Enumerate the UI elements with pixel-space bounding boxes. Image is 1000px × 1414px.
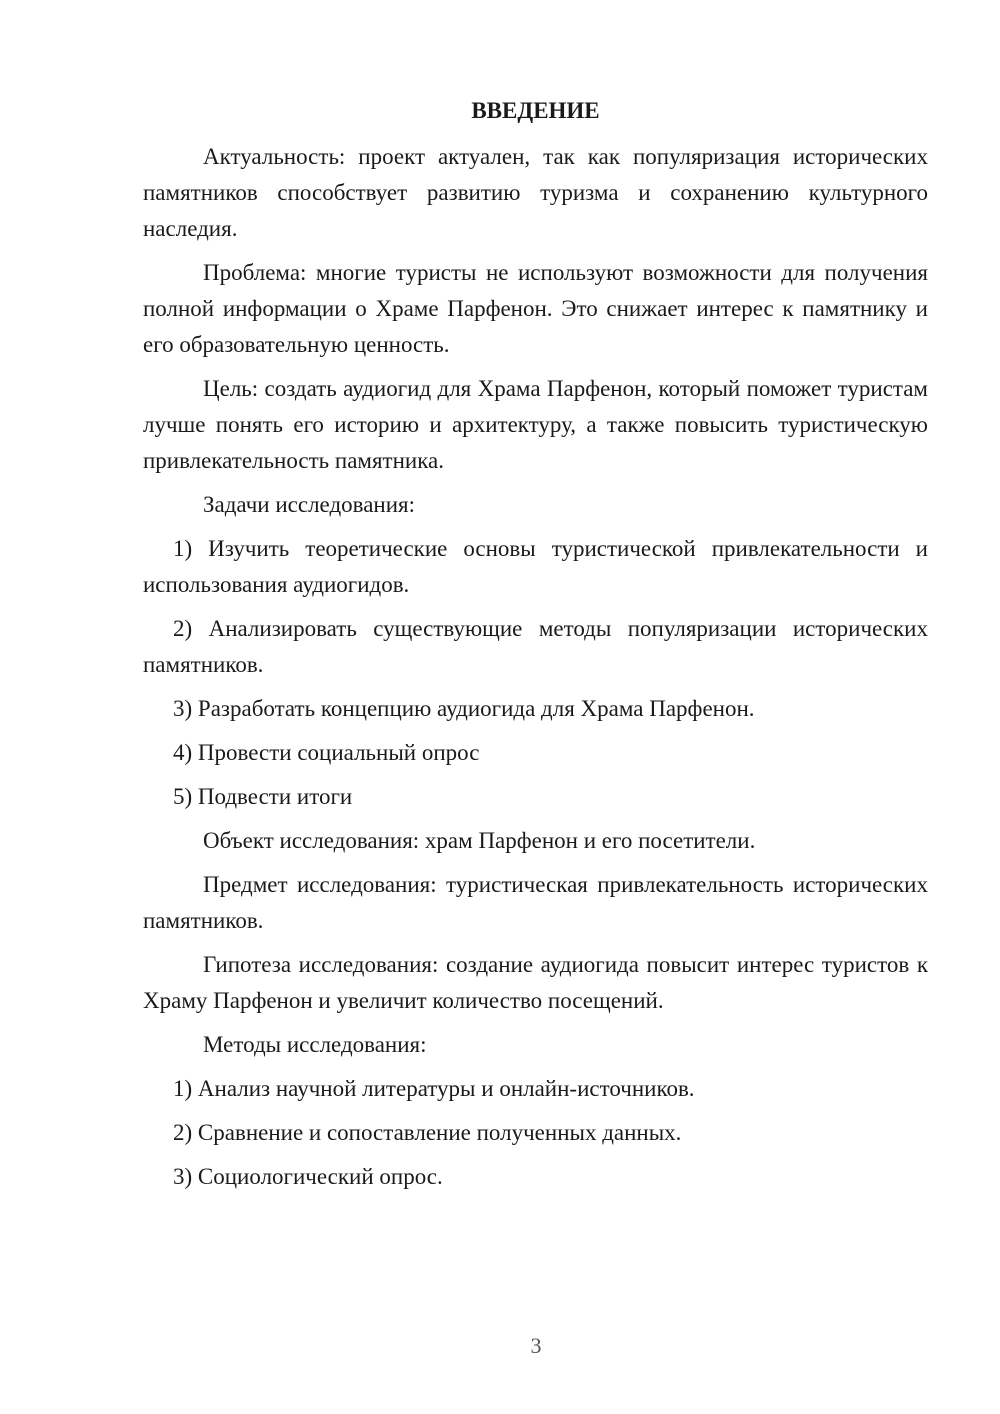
list-item-task-4: 4) Провести социальный опрос [173,740,480,765]
section-title: ВВЕДЕНИЕ [471,98,600,123]
document-page [143,96,928,1203]
list-item-method-1: 1) Анализ научной литературы и онлайн-источников. [173,1076,695,1101]
list-item-task-1: 1) Изучить теоретические основы туристической привлекательности и использования аудиогидов. [143,536,928,597]
paragraph-subject: Предмет исследования: туристическая привлекательность исторических памятников. [143,872,928,933]
paragraph-methods-heading: Методы исследования: [203,1032,427,1057]
list-item-task-5: 5) Подвести итоги [173,784,353,809]
page-number: 3 [530,1333,542,1358]
list-item-method-2: 2) Сравнение и сопоставление полученных данных. [173,1120,682,1145]
paragraph-goal: Цель: создать аудиогид для Храма Парфенон, который поможет туристам лучше понять его историю и архитектуру, а также повысить туристическую привлекательность памятника. [143,376,928,473]
paragraph-tasks-heading: Задачи исследования: [203,492,416,517]
paragraph-relevance: Актуальность: проект актуален, так как популяризация исторических памятников способствует развитию туризма и сохранению культурного наследия. [143,144,928,241]
paragraph-problem: Проблема: многие туристы не используют возможности для получения полной информации о Храме Парфенон. Это снижает интерес к памятнику и его образовательную ценность. [143,260,928,357]
list-item-task-2: 2) Анализировать существующие методы популяризации исторических памятников. [143,616,928,677]
list-item-task-3: 3) Разработать концепцию аудиогида для Храма Парфенон. [173,696,755,721]
paragraph-object: Объект исследования: храм Парфенон и его посетители. [203,828,756,853]
paragraph-hypothesis: Гипотеза исследования: создание аудиогида повысит интерес туристов к Храму Парфенон и увеличит количество посещений. [143,952,928,1013]
list-item-method-3: 3) Социологический опрос. [173,1164,443,1189]
